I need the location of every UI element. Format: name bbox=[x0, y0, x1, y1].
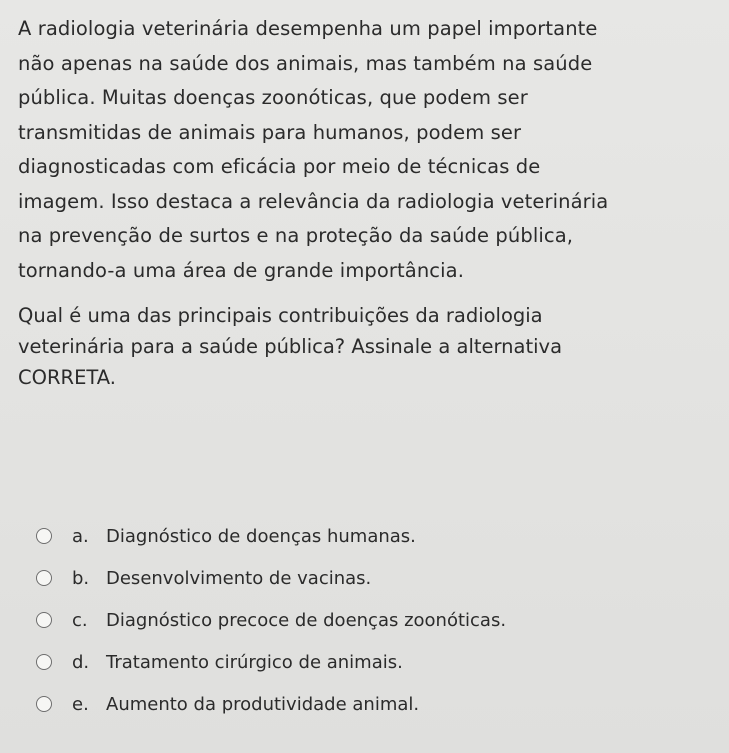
option-d-letter: d. bbox=[72, 651, 90, 673]
radio-button-d[interactable] bbox=[36, 654, 52, 670]
question-intro-text: A radiologia veterinária desempenha um papel importante não apenas na saúde dos animais, mas também na saúde pública. Muitas doenças zoonóticas, que podem ser transmitidas de animais para humanos, podem ser diagnosticadas com eficácia por meio de técnicas de imagem. Isso destaca a relevância da radiologia veterinária na prevenção de surtos e na proteção da saúde pública, tornando-a uma área de grande importância. bbox=[18, 17, 609, 282]
option-d-label[interactable]: Tratamento cirúrgico de animais. bbox=[106, 651, 403, 673]
option-b-label[interactable]: Desenvolvimento de vacinas. bbox=[106, 567, 372, 589]
option-a-letter: a. bbox=[72, 525, 89, 547]
option-c[interactable] bbox=[36, 599, 506, 641]
option-b[interactable] bbox=[36, 557, 506, 599]
option-e-letter: e. bbox=[72, 693, 89, 715]
option-e[interactable] bbox=[36, 683, 506, 725]
option-b-letter: b. bbox=[72, 567, 90, 589]
option-a-label[interactable]: Diagnóstico de doenças humanas. bbox=[106, 525, 416, 547]
option-c-letter: c. bbox=[72, 609, 88, 631]
option-c-label[interactable]: Diagnóstico precoce de doenças zoonóticas. bbox=[106, 609, 507, 631]
radio-button-e[interactable] bbox=[36, 696, 52, 712]
option-e-label[interactable]: Aumento da produtividade animal. bbox=[106, 693, 420, 715]
radio-button-c[interactable] bbox=[36, 612, 52, 628]
radio-button-b[interactable] bbox=[36, 570, 52, 586]
option-d[interactable] bbox=[36, 641, 506, 683]
answer-options-list bbox=[36, 515, 506, 725]
question-prompt-text: Qual é uma das principais contribuições da radiologia veterinária para a saúde pública? Assinale a alternativa CORRETA. bbox=[18, 304, 563, 389]
radio-button-a[interactable] bbox=[36, 528, 52, 544]
option-a[interactable] bbox=[36, 515, 506, 557]
